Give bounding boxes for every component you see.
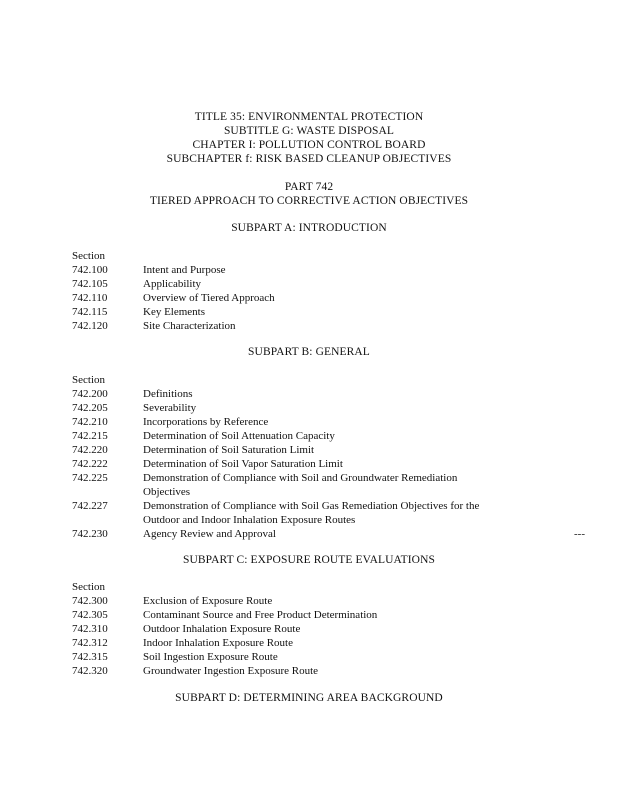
list-item xyxy=(72,443,479,457)
section-label: Section xyxy=(72,581,105,593)
section-number: 742.215 xyxy=(72,430,108,442)
subtitle: SUBTITLE G: WASTE DISPOSAL xyxy=(223,125,395,137)
section-title: Determination of Soil Vapor Saturation Limit xyxy=(143,458,343,470)
section-title: Definitions xyxy=(143,388,193,400)
section-title: Groundwater Ingestion Exposure Route xyxy=(143,665,319,677)
subpart-heading: SUBPART C: EXPOSURE ROUTE EVALUATIONS xyxy=(182,554,435,566)
section-number: 742.200 xyxy=(72,388,108,400)
list-item xyxy=(72,664,377,678)
section-number: 742.115 xyxy=(72,306,108,318)
subchapter: SUBCHAPTER f: RISK BASED CLEANUP OBJECTIVES xyxy=(166,153,452,165)
section-number: 742.312 xyxy=(72,637,108,649)
margin-mark: --- xyxy=(574,528,585,540)
chapter: CHAPTER I: POLLUTION CONTROL BOARD xyxy=(192,139,426,151)
section-title: Indoor Inhalation Exposure Route xyxy=(143,637,293,649)
section-title: Contaminant Source and Free Product Determination xyxy=(143,609,378,621)
section-title: Outdoor Inhalation Exposure Route xyxy=(143,623,301,635)
section-number: 742.305 xyxy=(72,609,108,621)
section-title: Overview of Tiered Approach xyxy=(143,292,275,304)
section-title: Site Characterization xyxy=(143,320,236,332)
section-number: 742.300 xyxy=(72,595,108,607)
subpart-c-sections xyxy=(72,580,377,678)
section-label: Section xyxy=(72,374,105,386)
section-title-continuation: Objectives xyxy=(143,486,191,498)
section-title-continuation: Outdoor and Indoor Inhalation Exposure Routes xyxy=(143,514,356,526)
subpart-heading: SUBPART D: DETERMINING AREA BACKGROUND xyxy=(175,692,443,704)
section-number: 742.222 xyxy=(72,458,108,470)
part-block xyxy=(0,180,618,208)
list-item xyxy=(72,429,479,443)
subpart-b-sections xyxy=(72,373,479,541)
section-number: 742.220 xyxy=(72,444,108,456)
section-title: Exclusion of Exposure Route xyxy=(143,595,273,607)
subpart-a-sections xyxy=(72,249,275,333)
section-title: Applicability xyxy=(143,278,202,290)
section-number: 742.210 xyxy=(72,416,108,428)
list-item xyxy=(72,622,377,636)
list-item xyxy=(72,527,479,541)
list-item xyxy=(72,291,275,305)
section-label: Section xyxy=(72,250,105,262)
list-item xyxy=(72,636,377,650)
part-number: PART 742 xyxy=(284,181,334,193)
section-number: 742.100 xyxy=(72,264,108,276)
section-title: Determination of Soil Attenuation Capacity xyxy=(143,430,335,442)
subpart-c-heading xyxy=(0,553,618,567)
section-number: 742.310 xyxy=(72,623,108,635)
list-item xyxy=(72,263,275,277)
section-number: 742.227 xyxy=(72,500,108,512)
section-title: Agency Review and Approval xyxy=(143,528,276,540)
section-number: 742.120 xyxy=(72,320,108,332)
list-item xyxy=(72,650,377,664)
section-title: Key Elements xyxy=(143,306,206,318)
list-item xyxy=(72,457,479,471)
list-item xyxy=(72,387,479,401)
section-number: 742.205 xyxy=(72,402,108,414)
subpart-heading: SUBPART B: GENERAL xyxy=(248,346,370,358)
list-item xyxy=(72,471,479,485)
section-title: Demonstration of Compliance with Soil and Groundwater Remediation xyxy=(143,472,458,484)
part-name: TIERED APPROACH TO CORRECTIVE ACTION OBJECTIVES xyxy=(149,195,469,207)
section-title: Severability xyxy=(143,402,197,414)
section-number: 742.315 xyxy=(72,651,108,663)
list-item xyxy=(72,415,479,429)
list-item xyxy=(72,499,479,513)
list-item xyxy=(72,277,275,291)
section-number: 742.110 xyxy=(72,292,108,304)
list-item xyxy=(72,594,377,608)
section-title: Intent and Purpose xyxy=(143,264,226,276)
subpart-heading: SUBPART A: INTRODUCTION xyxy=(231,222,387,234)
section-title: Incorporations by Reference xyxy=(143,416,269,428)
list-item xyxy=(72,401,479,415)
section-number: 742.230 xyxy=(72,528,108,540)
title-block xyxy=(0,110,618,166)
title: TITLE 35: ENVIRONMENTAL PROTECTION xyxy=(194,111,424,123)
list-item xyxy=(72,608,377,622)
section-number: 742.105 xyxy=(72,278,108,290)
subpart-d-heading xyxy=(0,691,618,705)
subpart-a-heading xyxy=(0,221,618,235)
section-title: Demonstration of Compliance with Soil Gas Remediation Objectives for the xyxy=(143,500,480,512)
section-title: Soil Ingestion Exposure Route xyxy=(143,651,278,663)
list-item xyxy=(72,319,275,333)
section-title: Determination of Soil Saturation Limit xyxy=(143,444,315,456)
list-item xyxy=(72,305,275,319)
section-number: 742.225 xyxy=(72,472,108,484)
subpart-b-heading xyxy=(0,345,618,359)
section-number: 742.320 xyxy=(72,665,108,677)
